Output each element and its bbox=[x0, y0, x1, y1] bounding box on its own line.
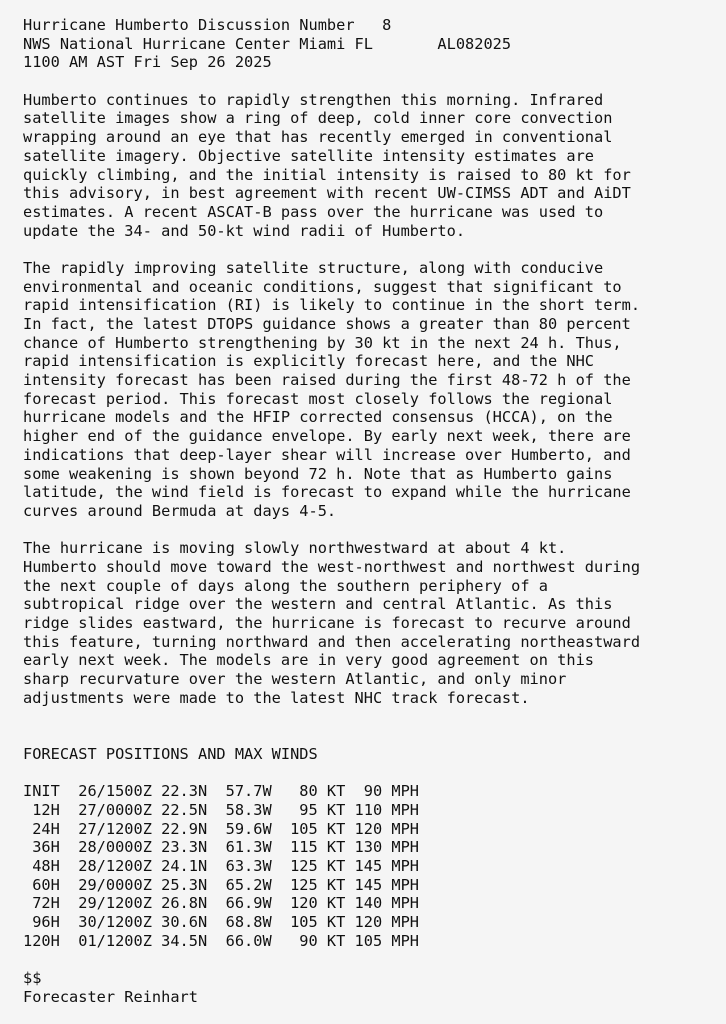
forecast-row: 24H 27/1200Z 22.9N 59.6W 105 KT 120 MPH bbox=[23, 819, 420, 838]
text-line: The rapidly improving satellite structure, along with conducive bbox=[23, 258, 604, 277]
text-line: the next couple of days along the southern periphery of a bbox=[23, 576, 548, 595]
spacer bbox=[23, 240, 726, 259]
spacer bbox=[23, 521, 726, 540]
spacer bbox=[23, 707, 726, 726]
text-line: rapid intensification (RI) is likely to continue in the short term. bbox=[23, 296, 641, 315]
header-title: Hurricane Humberto Discussion Number 8 bbox=[23, 16, 392, 34]
spacer bbox=[23, 726, 726, 745]
text-line: In fact, the latest DTOPS guidance shows a greater than 80 percent bbox=[23, 315, 631, 333]
text-line: chance of Humberto strengthening by 30 kt in the next 24 h. Thus, bbox=[23, 333, 622, 352]
text-line: satellite images show a ring of deep, cold inner core convection bbox=[23, 109, 613, 128]
forecast-row: 96H 30/1200Z 30.6N 68.8W 105 KT 120 MPH bbox=[23, 913, 420, 931]
forecast-row: 120H 01/1200Z 34.5N 66.0W 90 KT 105 MPH bbox=[23, 931, 420, 950]
text-line: higher end of the guidance envelope. By early next week, there are bbox=[23, 427, 631, 446]
forecast-row: INIT 26/1500Z 22.3N 57.7W 80 KT 90 MPH bbox=[23, 782, 420, 801]
forecast-row: 48H 28/1200Z 24.1N 63.3W 125 KT 145 MPH bbox=[23, 856, 420, 875]
text-line: indications that deep-layer shear will increase over Humberto, and bbox=[23, 445, 631, 464]
text-line: Humberto should move toward the west-northwest and northwest during bbox=[23, 557, 641, 576]
text-line: wrapping around an eye that has recently emerged in conventional bbox=[23, 128, 613, 147]
text-line: The hurricane is moving slowly northwestward at about 4 kt. bbox=[23, 539, 567, 558]
spacer bbox=[23, 72, 726, 91]
forecast-row: 72H 29/1200Z 26.8N 66.9W 120 KT 140 MPH bbox=[23, 894, 420, 913]
text-line: ridge slides eastward, the hurricane is forecast to recurve around bbox=[23, 614, 631, 632]
text-line: adjustments were made to the latest NHC track forecast. bbox=[23, 688, 530, 707]
text-line: estimates. A recent ASCAT-B pass over the hurricane was used to bbox=[23, 202, 604, 221]
forecast-table-title: FORECAST POSITIONS AND MAX WINDS bbox=[23, 744, 318, 763]
text-line: early next week. The models are in very good agreement on this bbox=[23, 651, 594, 670]
paragraph-track bbox=[23, 539, 726, 707]
forecast-row: 60H 29/0000Z 25.3N 65.2W 125 KT 145 MPH bbox=[23, 875, 420, 894]
text-line: intensity forecast has been raised during the first 48-72 h of the bbox=[23, 371, 631, 390]
spacer bbox=[23, 950, 726, 969]
text-line: curves around Bermuda at days 4-5. bbox=[23, 501, 337, 520]
text-line: latitude, the wind field is forecast to expand while the hurricane bbox=[23, 483, 631, 502]
text-line: rapid intensification is explicitly forecast here, and the NHC bbox=[23, 352, 594, 371]
header-office: NWS National Hurricane Center Miami FL AL082025 bbox=[23, 34, 512, 53]
text-line: hurricane models and the HFIP corrected consensus (HCCA), on the bbox=[23, 408, 613, 427]
paragraph-forecast-reasoning bbox=[23, 259, 726, 521]
forecast-row: 36H 28/0000Z 23.3N 61.3W 115 KT 130 MPH bbox=[23, 838, 420, 857]
text-line: this advisory, in best agreement with recent UW-CIMSS ADT and AiDT bbox=[23, 184, 631, 203]
text-line: forecast period. This forecast most closely follows the regional bbox=[23, 389, 613, 408]
text-line: some weakening is shown beyond 72 h. Note that as Humberto gains bbox=[23, 464, 613, 483]
text-line: this feature, turning northward and then accelerating northeastward bbox=[23, 632, 641, 651]
text-line: Humberto continues to rapidly strengthen this morning. Infrared bbox=[23, 90, 604, 109]
end-marker: $$ bbox=[23, 969, 42, 988]
spacer bbox=[23, 764, 726, 783]
text-line: subtropical ridge over the western and central Atlantic. As this bbox=[23, 595, 613, 614]
text-line: satellite imagery. Objective satellite intensity estimates are bbox=[23, 146, 594, 165]
text-line: update the 34- and 50-kt wind radii of Humberto. bbox=[23, 221, 466, 240]
header-issue-time: 1100 AM AST Fri Sep 26 2025 bbox=[23, 53, 272, 72]
paragraph-intensity bbox=[23, 91, 726, 241]
text-line: sharp recurvature over the western Atlantic, and only minor bbox=[23, 670, 567, 689]
forecast-table bbox=[23, 782, 726, 950]
text-line: quickly climbing, and the initial intensity is raised to 80 kt for bbox=[23, 165, 631, 184]
forecaster-signature: Forecaster Reinhart bbox=[23, 987, 198, 1006]
forecast-row: 12H 27/0000Z 22.5N 58.3W 95 KT 110 MPH bbox=[23, 800, 420, 819]
text-line: environmental and oceanic conditions, suggest that significant to bbox=[23, 277, 622, 296]
